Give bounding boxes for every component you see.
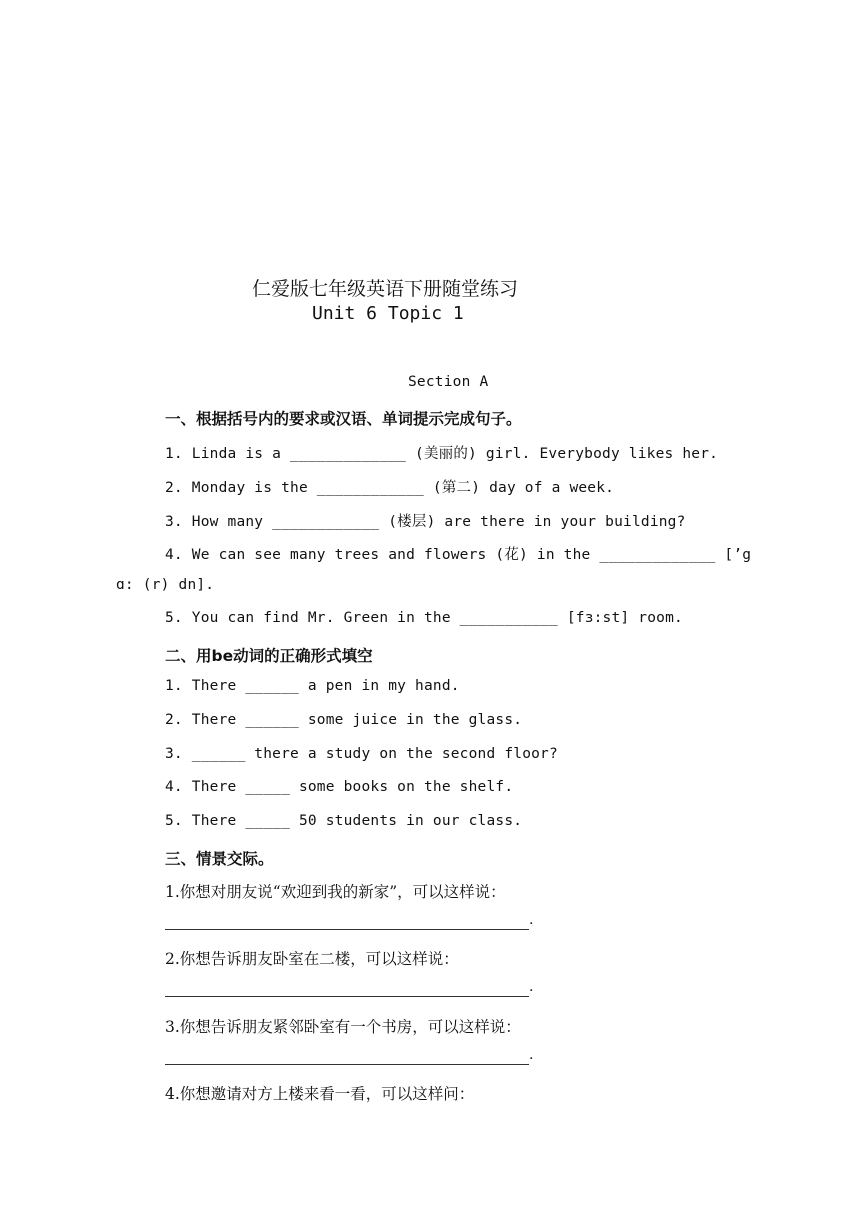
part3-item-2: 2.你想告诉朋友卧室在二楼，可以这样说： <box>165 950 459 968</box>
part2-heading: 二、用be动词的正确形式填空 <box>165 647 373 665</box>
part3-item-3: 3.你想告诉朋友紧邻卧室有一个书房，可以这样说： <box>165 1018 521 1036</box>
part2-item-2: 2. There ______ some juice in the glass. <box>165 712 523 728</box>
part1-item-2: 2. Monday is the ____________ (第二) day of a week. <box>165 480 615 496</box>
part1-item-5: 5. You can find Mr. Green in the ___________ [fɜ:st] room. <box>165 610 683 626</box>
part3-item-4: 4.你想邀请对方上楼来看一看，可以这样问： <box>165 1085 475 1103</box>
part2-item-4: 4. There _____ some books on the shelf. <box>165 779 514 795</box>
answer-line-2 <box>165 996 529 997</box>
answer-period-2: . <box>529 979 534 995</box>
part1-item-4: 4. We can see many trees and flowers (花) in the _____________ [’g <box>165 547 752 563</box>
part3-heading: 三、情景交际。 <box>165 850 274 868</box>
section-heading: Section A <box>408 374 489 390</box>
worksheet-title-chinese: 仁爱版七年级英语下册随堂练习 <box>252 278 519 300</box>
part1-item-3: 3. How many ____________ (楼层) are there in your building? <box>165 514 686 530</box>
answer-period-3: . <box>529 1047 534 1063</box>
part2-item-1: 1. There ______ a pen in my hand. <box>165 678 460 694</box>
part2-item-3: 3. ______ there a study on the second floor? <box>165 746 558 762</box>
answer-period-1: . <box>529 912 534 928</box>
answer-line-1 <box>165 929 529 930</box>
worksheet-title-unit: Unit 6 Topic 1 <box>312 303 464 324</box>
part1-heading: 一、根据括号内的要求或汉语、单词提示完成句子。 <box>165 410 522 428</box>
answer-line-3 <box>165 1064 529 1065</box>
part2-item-5: 5. There _____ 50 students in our class. <box>165 813 523 829</box>
part3-item-1: 1.你想对朋友说“欢迎到我的新家”，可以这样说： <box>165 883 506 901</box>
part1-item-4-continued: ɑ: (r) dn]. <box>116 577 215 593</box>
part1-item-1: 1. Linda is a _____________ (美丽的) girl. Everybody likes her. <box>165 446 719 462</box>
